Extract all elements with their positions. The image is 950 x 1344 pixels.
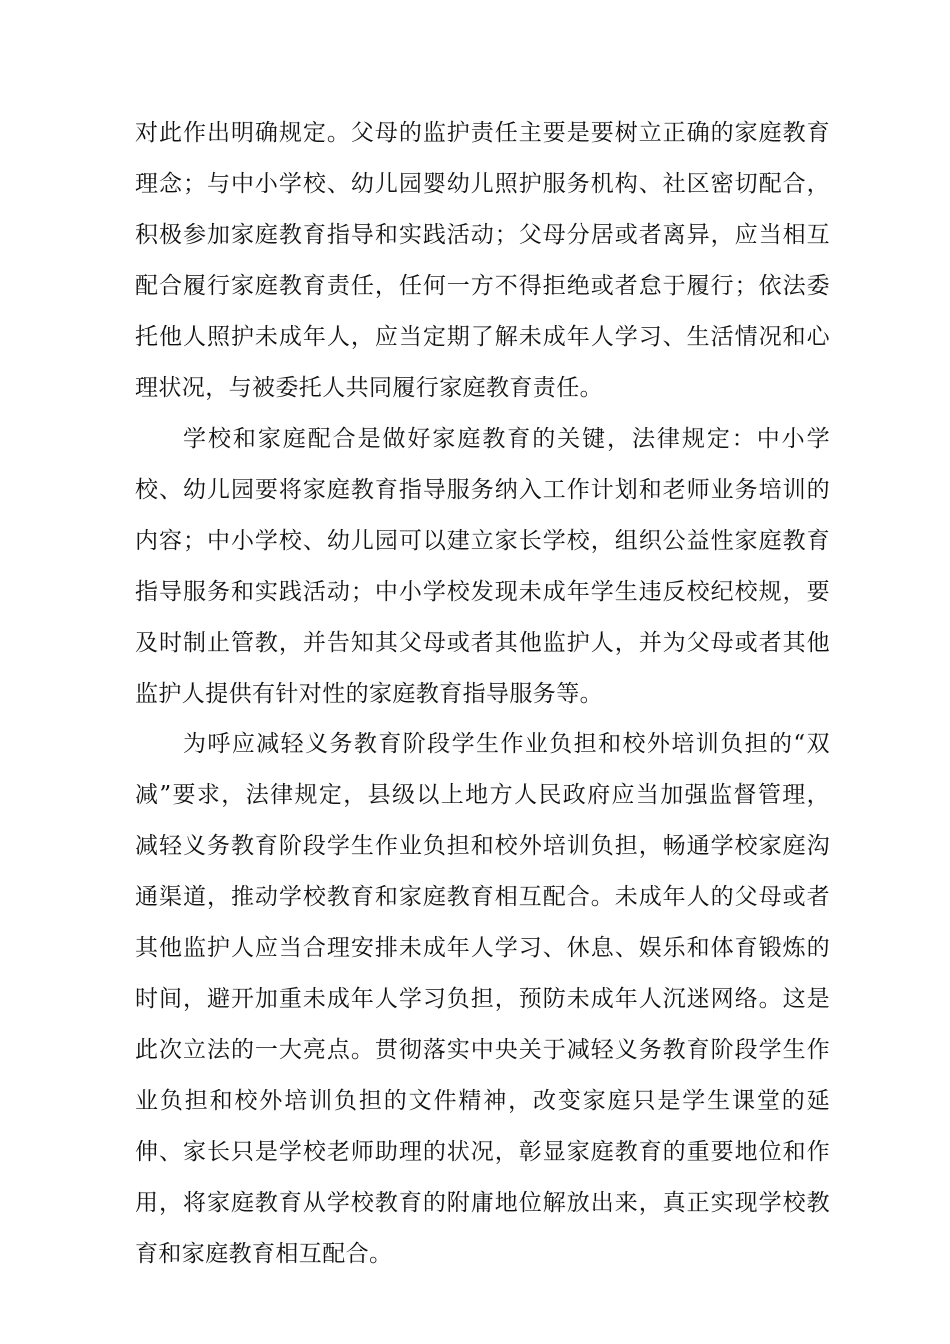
paragraph-line: 此次立法的一大亮点。贯彻落实中央关于减轻义务教育阶段学生作 — [135, 1037, 830, 1063]
paragraph-line: 内容；中小学校、幼儿园可以建立家长学校，组织公益性家庭教育 — [135, 528, 830, 554]
paragraph-line: 育和家庭教育相互配合。 — [135, 1241, 393, 1267]
paragraph-line: 积极参加家庭教育指导和实践活动；父母分居或者离异，应当相互 — [135, 222, 830, 248]
paragraph-line: 指导服务和实践活动；中小学校发现未成年学生违反校纪校规，要 — [135, 579, 830, 605]
paragraph-line: 对此作出明确规定。父母的监护责任主要是要树立正确的家庭教育 — [135, 120, 830, 146]
paragraph-line: 学校和家庭配合是做好家庭教育的关键，法律规定：中小学 — [183, 426, 830, 452]
paragraph-line: 时间，避开加重未成年人学习负担，预防未成年人沉迷网络。这是 — [135, 986, 830, 1012]
paragraph-line: 监护人提供有针对性的家庭教育指导服务等。 — [135, 681, 603, 707]
paragraph-line: 托他人照护未成年人，应当定期了解未成年人学习、生活情况和心 — [135, 324, 830, 350]
paragraph-line: 配合履行家庭教育责任，任何一方不得拒绝或者怠于履行；依法委 — [135, 273, 830, 299]
paragraph-line: 用，将家庭教育从学校教育的附庸地位解放出来，真正实现学校教 — [135, 1190, 830, 1216]
paragraph-line: 通渠道，推动学校教育和家庭教育相互配合。未成年人的父母或者 — [135, 884, 830, 910]
paragraph-line: 其他监护人应当合理安排未成年人学习、休息、娱乐和体育锻炼的 — [135, 935, 830, 961]
paragraph-line: 理状况，与被委托人共同履行家庭教育责任。 — [135, 375, 603, 401]
paragraph-line: 及时制止管教，并告知其父母或者其他监护人，并为父母或者其他 — [135, 630, 830, 656]
paragraph-line: 理念；与中小学校、幼儿园婴幼儿照护服务机构、社区密切配合， — [135, 171, 830, 197]
paragraph-1 — [135, 108, 830, 414]
paragraph-line: 伸、家长只是学校老师助理的状况，彰显家庭教育的重要地位和作 — [135, 1139, 830, 1165]
paragraph-2 — [135, 414, 830, 720]
paragraph-line: 为呼应减轻义务教育阶段学生作业负担和校外培训负担的“双 — [183, 731, 830, 757]
paragraph-line: 校、幼儿园要将家庭教育指导服务纳入工作计划和老师业务培训的 — [135, 477, 830, 503]
paragraph-3 — [135, 719, 830, 1280]
paragraph-line: 减轻义务教育阶段学生作业负担和校外培训负担，畅通学校家庭沟 — [135, 833, 830, 859]
paragraph-line: 业负担和校外培训负担的文件精神，改变家庭只是学生课堂的延 — [135, 1088, 830, 1114]
paragraph-line: 减”要求，法律规定，县级以上地方人民政府应当加强监督管理， — [135, 782, 830, 808]
